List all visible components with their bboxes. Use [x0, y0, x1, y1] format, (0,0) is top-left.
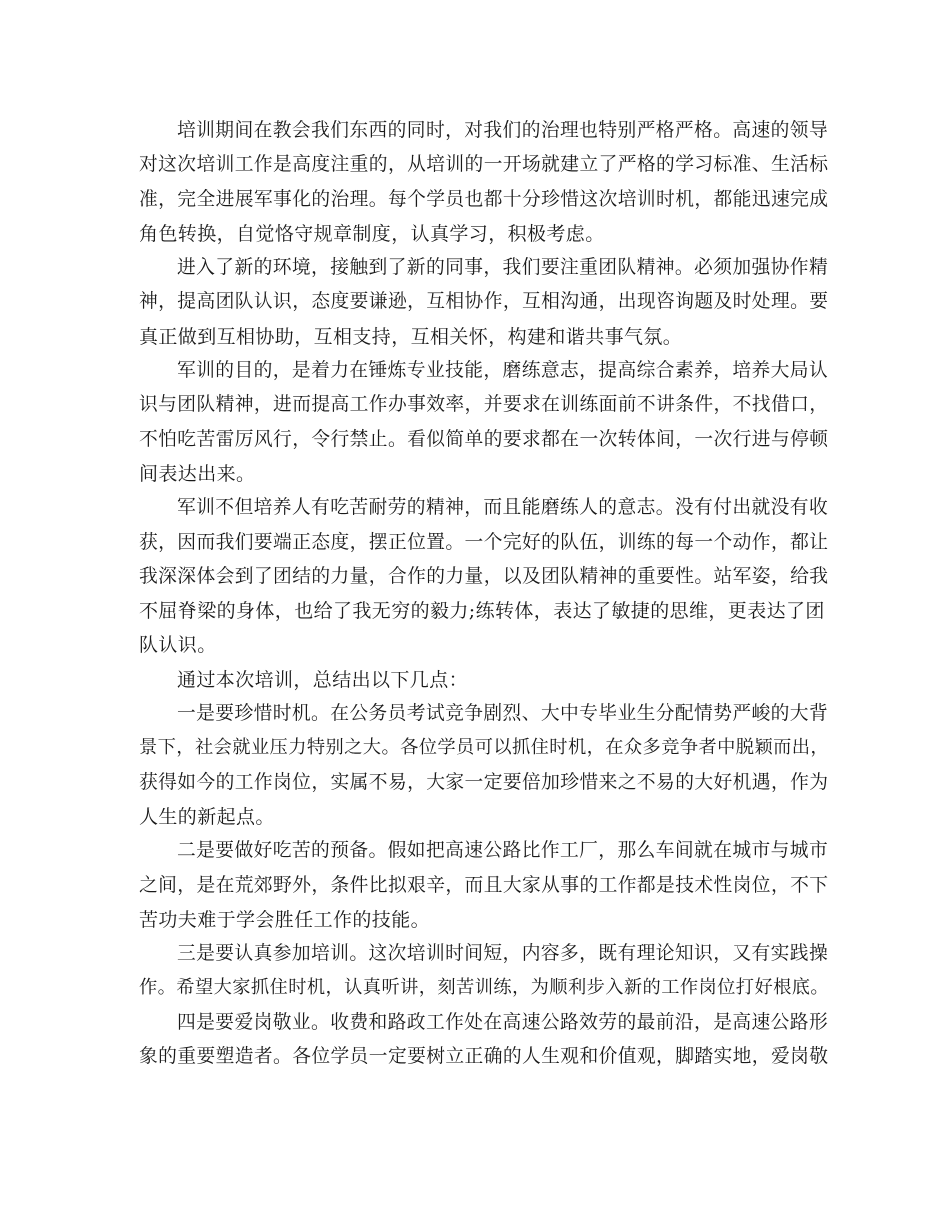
- document-body: [139, 114, 829, 1074]
- paragraph: [139, 697, 829, 834]
- text-line: 对这次培训工作是高度注重的，从培训的一开场就建立了严格的学习标准、生活标: [139, 154, 829, 176]
- text-line: 识与团队精神，进而提高工作办事效率，并要求在训练面前不讲条件，不找借口，: [139, 394, 829, 416]
- text-line: 之间，是在荒郊野外，条件比拟艰辛，而且大家从事的工作都是技术性岗位，不下: [139, 874, 829, 896]
- text-line: 一是要珍惜时机。在公务员考试竞争剧烈、大中专毕业生分配情势严峻的大背: [177, 703, 829, 725]
- text-line: 间表达出来。: [139, 462, 256, 485]
- text-line: 培训期间在教会我们东西的同时，对我们的治理也特别严格严格。高速的领导: [177, 120, 829, 141]
- paragraph: [139, 834, 829, 937]
- text-line: 不怕吃苦雷厉风行，令行禁止。看似简单的要求都在一次转体间，一次行进与停顿: [139, 428, 829, 450]
- text-line: 军训不但培养人有吃苦耐劳的精神，而且能磨练人的意志。没有付出就没有收: [177, 497, 829, 519]
- text-line: 进入了新的环境，接触到了新的同事，我们要注重团队精神。必须加强协作精: [177, 257, 829, 279]
- text-line: 三是要认真参加培训。这次培训时间短，内容多，既有理论知识，又有实践操: [177, 943, 829, 965]
- text-line: 真正做到互相协助，互相支持，互相关怀，构建和谐共事气氛。: [139, 325, 683, 348]
- text-line: 作。希望大家抓住时机，认真听讲，刻苦训练，为顺利步入新的工作岗位打好根底。: [139, 977, 830, 999]
- paragraph: [139, 663, 829, 697]
- text-line: 不屈脊梁的身体，也给了我无穷的毅力;练转体，表达了敏捷的思维，更表达了团: [139, 600, 825, 623]
- paragraph: [139, 491, 829, 662]
- text-line: 角色转换，自觉恪守规章制度，认真学习，积极考虑。: [139, 222, 605, 245]
- paragraph: [139, 937, 829, 1006]
- text-line: 苦功夫难于学会胜任工作的技能。: [139, 908, 431, 931]
- text-line: 人生的新起点。: [139, 805, 275, 828]
- paragraph: [139, 114, 829, 251]
- text-line: 二是要做好吃苦的预备。假如把高速公路比作工厂，那么车间就在城市与城市: [177, 840, 829, 862]
- text-line: 象的重要塑造者。各位学员一定要树立正确的人生观和价值观，脚踏实地，爱岗敬: [139, 1046, 829, 1068]
- text-line: 队认识。: [139, 634, 217, 657]
- text-line: 四是要爱岗敬业。收费和路政工作处在高速公路效劳的最前沿，是高速公路形: [177, 1011, 829, 1033]
- text-line: 通过本次培训，总结出以下几点：: [177, 668, 469, 691]
- text-line: 军训的目的，是着力在锤炼专业技能，磨练意志，提高综合素养，培养大局认: [177, 360, 829, 382]
- paragraph: [139, 251, 829, 354]
- text-line: 获得如今的工作岗位，实属不易，大家一定要倍加珍惜来之不易的大好机遇，作为: [139, 771, 829, 793]
- text-line: 景下，社会就业压力特别之大。各位学员可以抓住时机，在众多竞争者中脱颖而出，: [139, 737, 830, 759]
- paragraph: [139, 1006, 829, 1075]
- paragraph: [139, 354, 829, 491]
- text-line: 神，提高团队认识，态度要谦逊，互相协作，互相沟通，出现咨询题及时处理。要: [139, 291, 829, 313]
- text-line: 获，因而我们要端正态度，摆正位置。一个完好的队伍，训练的每一个动作，都让: [139, 531, 829, 553]
- text-line: 准，完全进展军事化的治理。每个学员也都十分珍惜这次培训时机，都能迅速完成: [139, 188, 829, 210]
- text-line: 我深深体会到了团结的力量，合作的力量，以及团队精神的重要性。站军姿，给我: [139, 565, 829, 587]
